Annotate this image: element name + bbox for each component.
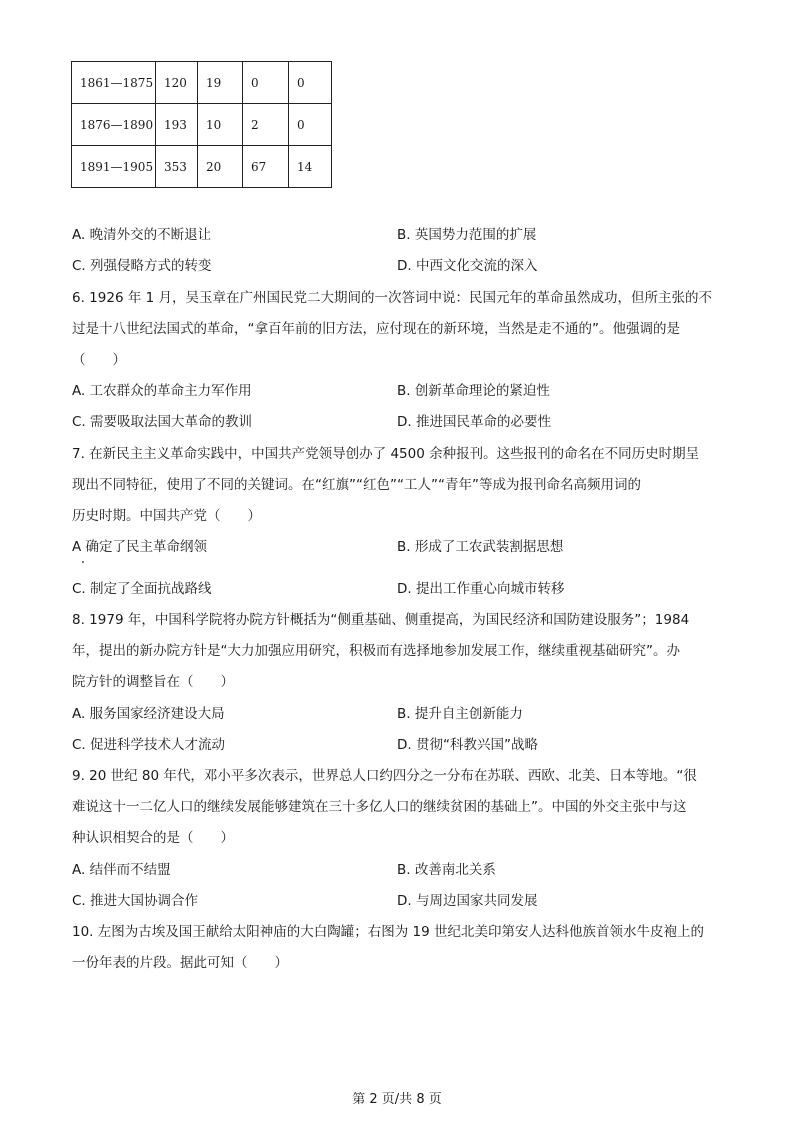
q6-stem-line-1: 6. 1926 年 1 月，吴玉章在广州国民党二大期间的一次答词中说：民国元年的革命虽然成功，但所主张的不 — [72, 290, 712, 306]
q9-option-b: B. 改善南北关系 — [397, 862, 496, 878]
table-row — [72, 62, 332, 104]
q9-option-d: D. 与周边国家共同发展 — [397, 893, 538, 909]
table-cell: 0 — [243, 62, 289, 104]
table-cell: 0 — [289, 62, 332, 104]
q10-stem-line-2: 一份年表的片段。据此可知（ ） — [72, 955, 288, 971]
table-cell: 1891—1905 — [72, 146, 156, 188]
page-footer: 第 2 页/共 8 页 — [352, 1092, 442, 1107]
q8-option-c: C. 促进科学技术人才流动 — [72, 737, 226, 753]
table-cell: 1861—1875 — [72, 62, 156, 104]
q8-stem-line-1: 8. 1979 年，中国科学院将办院方针概括为“侧重基础、侧重提高，为国民经济和国防建设服务”；1984 — [72, 612, 690, 628]
q7-stem-line-3: 历史时期。中国共产党（ ） — [72, 508, 261, 524]
table-row — [72, 146, 332, 188]
q9-stem-line-2: 难说这十一二亿人口的继续发展能够建筑在三十多亿人口的继续贫困的基础上”。中国的外交主张中与这 — [72, 799, 687, 815]
q8-option-a: A. 服务国家经济建设大局 — [72, 706, 225, 722]
q6-stem-line-3: （ ） — [72, 352, 126, 368]
table-cell: 67 — [243, 146, 289, 188]
data-table — [71, 61, 332, 188]
q8-option-d: D. 贯彻“科教兴国”战略 — [397, 737, 538, 753]
q5-option-b: B. 英国势力范围的扩展 — [397, 227, 537, 243]
table-cell: 2 — [243, 104, 289, 146]
q7-stem-line-2: 现出不同特征，使用了不同的关键词。在“红旗”“红色”“工人”“青年”等成为报刊命名高频用词的 — [72, 477, 641, 493]
q8-stem-line-3: 院方针的调整旨在（ ） — [72, 674, 234, 690]
table-cell: 193 — [156, 104, 198, 146]
q5-option-d: D. 中西文化交流的深入 — [397, 258, 538, 274]
q7-stem-line-1: 7. 在新民主主义革命实践中，中国共产党领导创办了 4500 余种报刊。这些报刊的命名在不同历史时期呈 — [72, 446, 700, 462]
table-cell: 19 — [198, 62, 243, 104]
q9-option-c: C. 推进大国协调合作 — [72, 893, 199, 909]
q6-option-b: B. 创新革命理论的紧迫性 — [397, 383, 550, 399]
table-cell: 1876—1890 — [72, 104, 156, 146]
q9-stem-line-3: 种认识相契合的是（ ） — [72, 830, 234, 846]
q9-stem-line-1: 9. 20 世纪 80 年代，邓小平多次表示，世界总人口约四分之一分布在苏联、西欧、北美、日本等地。“很 — [72, 768, 697, 784]
q6-option-d: D. 推进国民革命的必要性 — [397, 414, 551, 430]
table-cell: 120 — [156, 62, 198, 104]
q7-option-b: B. 形成了工农武装割据思想 — [397, 539, 564, 555]
q6-stem-line-2: 过是十八世纪法国式的革命，“拿百年前的旧方法，应付现在的新环境，当然是走不通的”。他强调的是 — [72, 321, 680, 337]
q8-stem-line-2: 年，提出的新办院方针是“大力加强应用研究，积极而有选择地参加发展工作，继续重视基础研究”。办 — [72, 643, 680, 659]
q8-option-b: B. 提升自主创新能力 — [397, 706, 523, 722]
q10-stem-line-1: 10. 左图为古埃及国王献给太阳神庙的大白陶罐；右图为 19 世纪北美印第安人达科他族首领水牛皮袍上的 — [72, 924, 705, 940]
table-cell: 14 — [289, 146, 332, 188]
stray-dot — [82, 561, 84, 563]
table-cell: 353 — [156, 146, 198, 188]
q6-option-a: A. 工农群众的革命主力军作用 — [72, 383, 252, 399]
q9-option-a: A. 结伴而不结盟 — [72, 862, 171, 878]
table-cell: 0 — [289, 104, 332, 146]
table-cell: 10 — [198, 104, 243, 146]
q7-option-a: A 确定了民主革命纲领 — [72, 539, 208, 555]
q6-option-c: C. 需要吸取法国大革命的教训 — [72, 414, 253, 430]
q7-option-d: D. 提出工作重心向城市转移 — [397, 581, 565, 597]
q5-option-a: A. 晚清外交的不断退让 — [72, 227, 212, 243]
q5-option-c: C. 列强侵略方式的转变 — [72, 258, 212, 274]
table-cell: 20 — [198, 146, 243, 188]
q7-option-c: C. 制定了全面抗战路线 — [72, 581, 212, 597]
table-row — [72, 104, 332, 146]
